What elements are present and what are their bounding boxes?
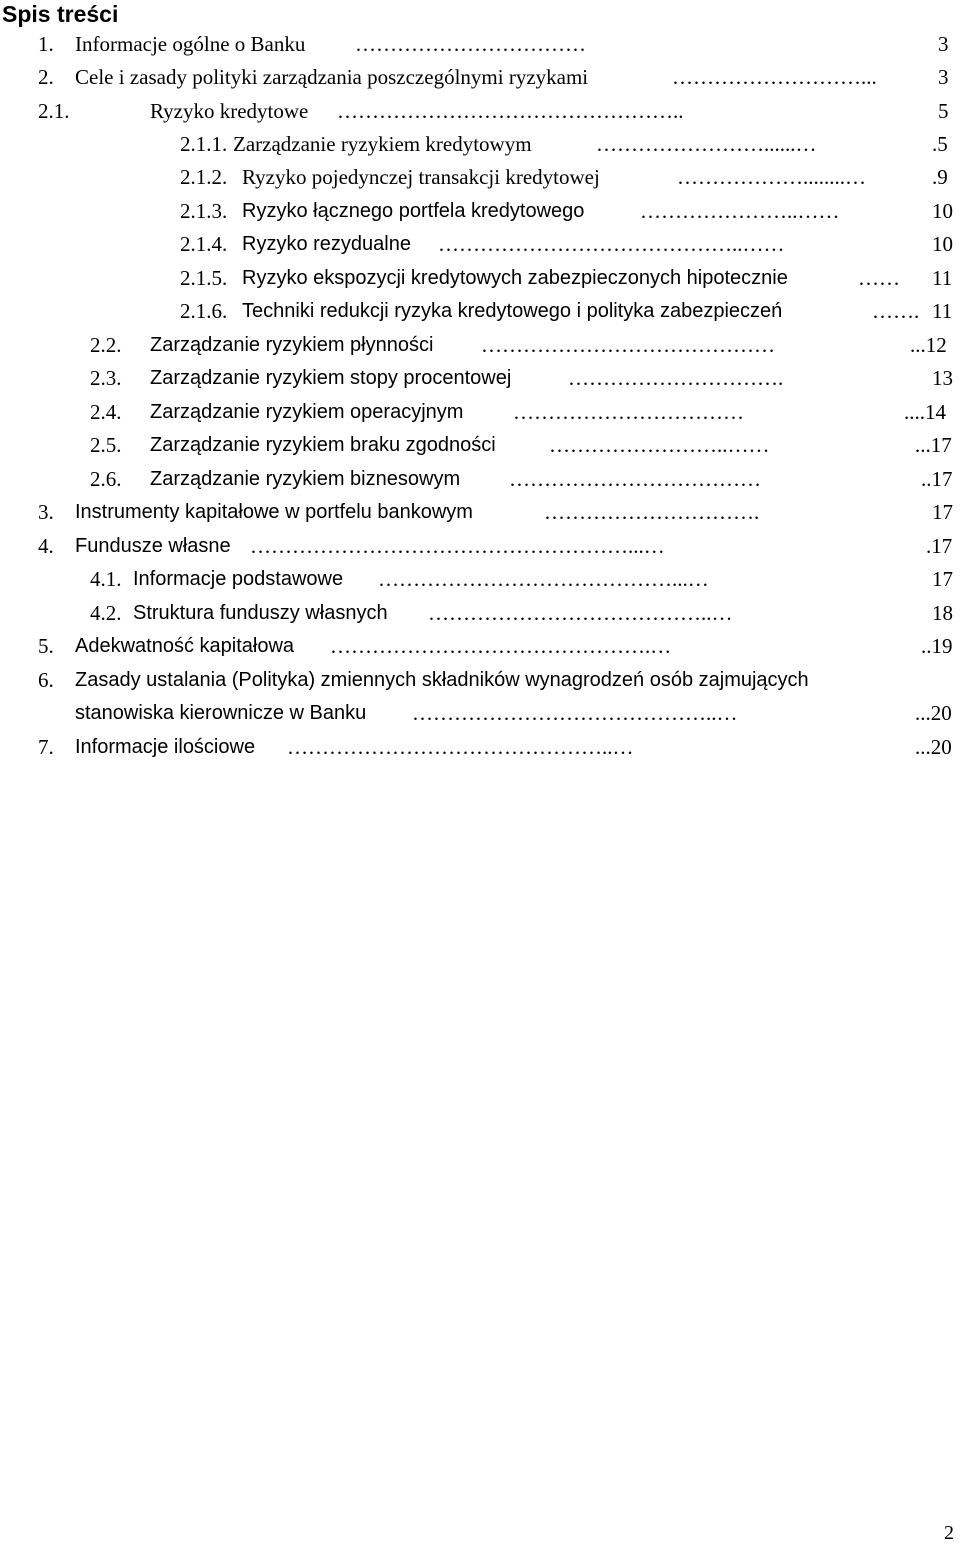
toc-label: Zarządzanie ryzykiem operacyjnym (150, 401, 464, 423)
toc-label: Zarządzanie ryzykiem biznesowym (150, 468, 461, 490)
toc-label: Cele i zasady polityki zarządzania poszczególnymi ryzykami (75, 65, 589, 89)
toc-leader-dots: ………………………... (672, 65, 877, 89)
toc-page-number: ...17 (915, 433, 952, 457)
toc-entry-2-1-3[interactable] (0, 195, 960, 228)
toc-page-number: 5 (938, 99, 949, 123)
toc-entry-4-1[interactable] (0, 563, 960, 596)
toc-page-number: 3 (938, 65, 949, 89)
toc-entry-2-6[interactable] (0, 463, 960, 496)
toc-label: Informacje ogólne o Banku (75, 32, 306, 56)
toc-page-number: 11 (932, 299, 953, 323)
toc-label: Ryzyko rezydualne (242, 233, 411, 255)
toc-entry-2-1-6[interactable] (0, 295, 960, 328)
toc-number: 2. (38, 65, 54, 89)
toc-label: Adekwatność kapitałowa (75, 635, 295, 657)
toc-leader-dots: ……………………………………...… (378, 567, 709, 591)
toc-entry-2-1[interactable] (0, 95, 960, 128)
toc-number: 2.1. (38, 99, 70, 123)
toc-entry-4[interactable] (0, 530, 960, 563)
toc-label: Ryzyko pojedynczej transakcji kredytowej (242, 165, 600, 189)
toc-entry-5[interactable] (0, 630, 960, 663)
toc-label: Zarządzanie ryzykiem płynności (150, 334, 434, 356)
toc-label: Zarządzanie ryzykiem braku zgodności (150, 434, 496, 456)
toc-leader-dots: ……………………..…… (549, 433, 770, 457)
toc-label: stanowiska kierownicze w Banku (75, 702, 367, 724)
toc-number: 4.1. (90, 567, 122, 591)
toc-entry-3[interactable] (0, 496, 960, 529)
toc-entry-2-3[interactable] (0, 362, 960, 395)
toc-entry-2-1-5[interactable] (0, 262, 960, 295)
toc-leader-dots: …………………………. (544, 500, 760, 524)
toc-page-number: ...20 (915, 735, 952, 759)
toc-label: Ryzyko łącznego portfela kredytowego (242, 200, 585, 222)
toc-leader-dots: ……………………………………..… (412, 701, 738, 725)
toc-entry-6[interactable] (0, 664, 960, 697)
toc-page-number: ..17 (921, 467, 953, 491)
toc-leader-dots: …………………………………..… (428, 601, 733, 625)
toc-entry-7[interactable] (0, 731, 960, 764)
toc-label: Techniki redukcji ryzyka kredytowego i polityka zabezpieczeń (242, 300, 783, 322)
toc-number: 2.6. (90, 467, 122, 491)
toc-entry-2-1-4[interactable] (0, 228, 960, 261)
toc-number: 2.1.5. (180, 266, 228, 290)
toc-number: 6. (38, 668, 54, 692)
toc-leader-dots: ……………………......… (596, 132, 817, 156)
toc-page-number: 18 (932, 601, 953, 625)
toc-label: Zarządzanie ryzykiem stopy procentowej (150, 367, 512, 389)
toc-entry-1[interactable] (0, 28, 960, 61)
page-number: 2 (944, 1522, 954, 1544)
toc-number: 2.1.2. (180, 165, 228, 189)
toc-label: Fundusze własne (75, 535, 231, 557)
toc-number: 2.5. (90, 433, 122, 457)
toc-number: 2.1.4. (180, 232, 228, 256)
toc-leader-dots: ……………………………… (509, 467, 761, 491)
toc-entry-2-1-2[interactable] (0, 161, 960, 194)
toc-label: Instrumenty kapitałowe w portfelu bankowym (75, 501, 473, 523)
toc-entry-2-1-1[interactable] (0, 128, 960, 161)
toc-leader-dots: ………………………………………..… (287, 735, 634, 759)
toc-page-number: .17 (926, 534, 953, 558)
toc-number: 2.2. (90, 333, 122, 357)
toc-label: Struktura funduszy własnych (133, 602, 388, 624)
toc-leader-dots: ……………………………………….… (330, 634, 672, 658)
toc-entry-2-2[interactable] (0, 329, 960, 362)
toc-leader-dots: ………………………………………………...… (250, 534, 665, 558)
toc-leader-dots: ………………………………………….. (337, 99, 684, 123)
toc-page-number: 10 (932, 199, 953, 223)
toc-number: 2.3. (90, 366, 122, 390)
toc-leader-dots: ……. (872, 299, 920, 323)
toc-number: 2.1.3. (180, 199, 228, 223)
toc-leader-dots: ………………........… (677, 165, 866, 189)
toc-number: 2.1.6. (180, 299, 228, 323)
toc-page-number: .9 (932, 165, 948, 189)
toc-page-number: 10 (932, 232, 953, 256)
toc-page-number: 11 (932, 266, 953, 290)
toc-label: Zasady ustalania (Polityka) zmiennych składników wynagrodzeń osób zajmujących (75, 669, 809, 691)
toc-number: 5. (38, 634, 54, 658)
toc-entry-6-continued[interactable] (0, 697, 960, 730)
toc-page-number: .5 (932, 132, 948, 156)
toc-leader-dots: …………………..…… (640, 199, 840, 223)
toc-page-number: ...12 (910, 333, 947, 357)
toc-leader-dots: …………………………. (568, 366, 784, 390)
toc-page-number: 17 (932, 500, 953, 524)
toc-number: 7. (38, 735, 54, 759)
toc-page-number: 17 (932, 567, 953, 591)
toc-number: 2.4. (90, 400, 122, 424)
toc-leader-dots: …… (858, 266, 900, 290)
toc-number: 4.2. (90, 601, 122, 625)
toc-entry-2[interactable] (0, 61, 960, 94)
toc-label: Zarządzanie ryzykiem kredytowym (233, 132, 532, 156)
toc-number: 1. (38, 32, 54, 56)
toc-label: Informacje podstawowe (133, 568, 344, 590)
toc-leader-dots: …………………………… (355, 32, 586, 56)
toc-page-number: ...20 (915, 701, 952, 725)
toc-entry-2-4[interactable] (0, 396, 960, 429)
toc-label: Ryzyko ekspozycji kredytowych zabezpieczonych hipotecznie (242, 267, 788, 289)
toc-entry-4-2[interactable] (0, 597, 960, 630)
toc-page-number: 13 (932, 366, 953, 390)
toc-entry-2-5[interactable] (0, 429, 960, 462)
toc-label: Informacje ilościowe (75, 736, 256, 758)
toc-leader-dots: …………………………………… (481, 333, 775, 357)
toc-number: 3. (38, 500, 54, 524)
toc-page-number: 3 (938, 32, 949, 56)
toc-leader-dots: ……………………………………..…… (438, 232, 785, 256)
toc-page-number: ..19 (921, 634, 953, 658)
page-title: Spis treści (2, 1, 119, 27)
toc-number: 2.1.1. (180, 132, 228, 156)
toc-leader-dots: …………………………… (513, 400, 744, 424)
toc-page-number: ....14 (904, 400, 946, 424)
toc-label: Ryzyko kredytowe (150, 99, 309, 123)
toc-number: 4. (38, 534, 54, 558)
